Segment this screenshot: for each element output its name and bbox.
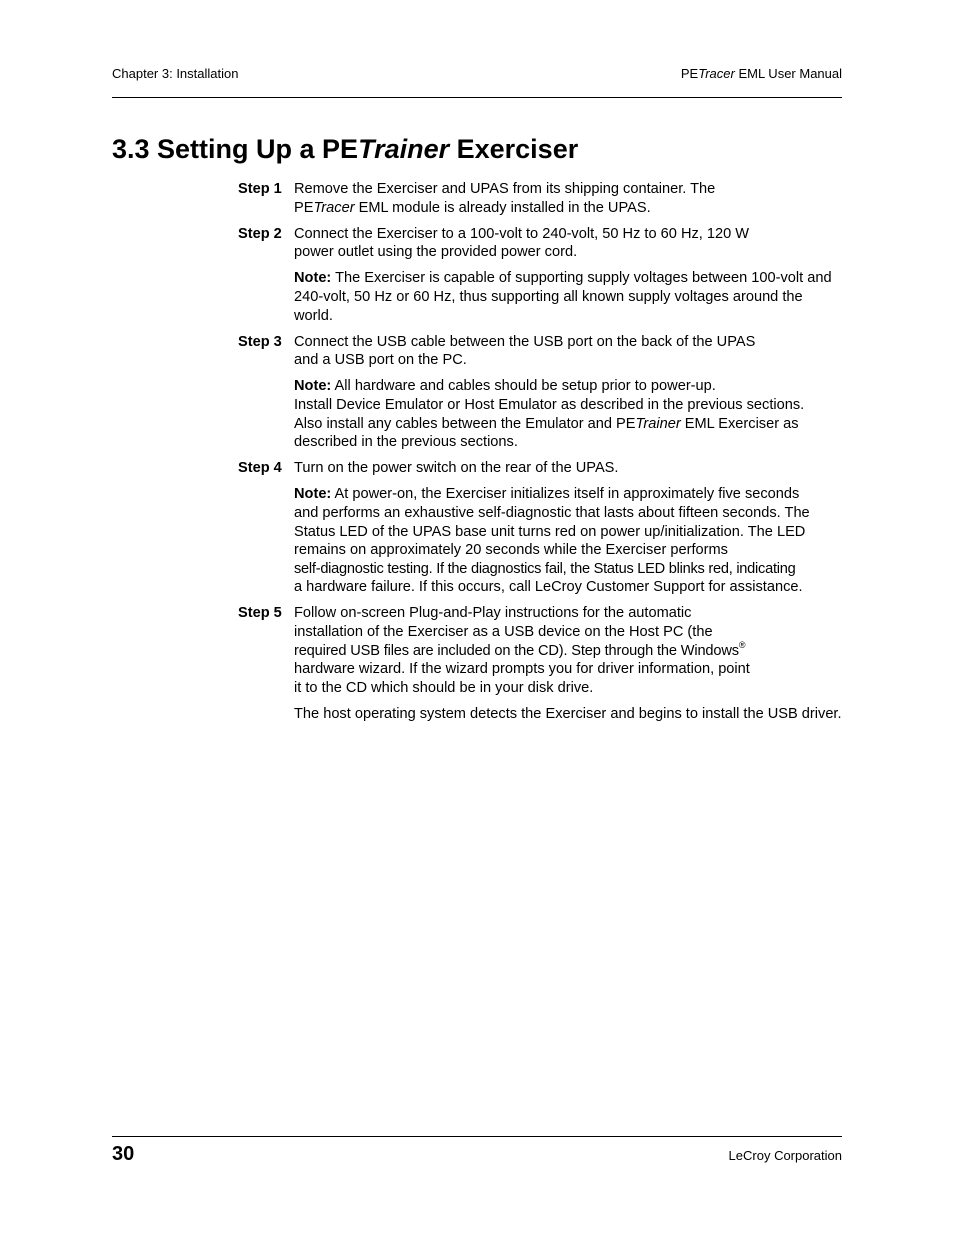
running-header-chapter: Chapter 3: Installation [112, 66, 239, 81]
step-body [294, 604, 842, 723]
note-label: Note: [294, 486, 332, 503]
step-5 [238, 604, 842, 723]
note-text: At power-on, the Exerciser initializes itself in approximately five seconds [331, 486, 800, 503]
steps-list [238, 180, 842, 731]
step-2 [238, 225, 842, 325]
page-number: 30 [112, 1143, 135, 1165]
title-suffix: Exerciser [449, 134, 579, 164]
italic-fragment: Tracer [313, 199, 355, 216]
step-line [294, 199, 842, 218]
footer-company: LeCroy Corporation [728, 1148, 842, 1163]
step-line: power outlet using the provided power cord. [294, 244, 578, 261]
note-line [294, 415, 842, 434]
step-body [294, 225, 842, 325]
step-line: Follow on-screen Plug-and-Play instructions for the automatic [294, 605, 692, 622]
title-prefix: 3.3 Setting Up a PE [112, 134, 359, 164]
manual-suffix: EML User Manual [734, 66, 842, 81]
header-rule [112, 97, 842, 98]
note-text: All hardware and cables should be setup prior to power-up. [331, 378, 716, 395]
note-line: Install Device Emulator or Host Emulator as described in the previous sections. [294, 396, 805, 413]
step-label: Step 5 [238, 605, 282, 622]
step-line [294, 639, 842, 661]
note-label: Note: [294, 378, 332, 395]
step-label: Step 4 [238, 460, 282, 477]
note-label: Note: [294, 270, 332, 287]
running-header-manual [681, 66, 842, 81]
step-text [294, 225, 842, 262]
note-line: self-diagnostic testing. If the diagnostics fail, the Status LED blinks red, indicating [294, 560, 796, 577]
step-4 [238, 459, 842, 597]
note-line: a hardware failure. If this occurs, call LeCroy Customer Support for assistance. [294, 579, 803, 596]
step-label: Step 3 [238, 333, 282, 350]
step-text [294, 180, 842, 217]
registered-mark: ® [738, 639, 746, 650]
step-3 [238, 333, 842, 452]
text-fragment: EML module is already installed in the UPAS. [354, 199, 651, 216]
note-text: The Exerciser is capable of supporting supply voltages between 100-volt and 240-volt, 50 Hz or 60 Hz, thus supporting all known supply voltages around the world. [294, 270, 832, 324]
manual-prefix: PE [680, 66, 699, 81]
note-line: and performs an exhaustive self-diagnostic that lasts about fifteen seconds. The [294, 504, 810, 521]
step-line: hardware wizard. If the wizard prompts you for driver information, point [294, 661, 750, 678]
step-paragraph: The host operating system detects the Exerciser and begins to install the USB driver. [294, 705, 842, 722]
text-fragment: PE [294, 199, 314, 216]
step-line: Connect the USB cable between the USB port on the back of the UPAS [294, 333, 756, 350]
note-line: remains on approximately 20 seconds while the Exerciser performs [294, 542, 728, 559]
text-fragment: Also install any cables between the Emulator and PE [294, 415, 636, 432]
note-line: Status LED of the UPAS base unit turns red on power up/initialization. The LED [294, 523, 806, 540]
italic-fragment: Trainer [635, 415, 681, 432]
note-line: described in the previous sections. [294, 434, 518, 451]
step-label: Step 2 [238, 225, 282, 242]
step-text [294, 604, 842, 697]
step-line: Remove the Exerciser and UPAS from its shipping container. The [294, 181, 716, 197]
note-line [294, 485, 842, 504]
title-italic: Trainer [358, 134, 450, 164]
step-body [294, 333, 842, 452]
note-line [294, 377, 842, 396]
note [294, 485, 842, 597]
step-body [294, 180, 842, 217]
step-line: installation of the Exerciser as a USB device on the Host PC (the [294, 623, 713, 640]
step-line: Connect the Exerciser to a 100-volt to 240-volt, 50 Hz to 60 Hz, 120 W [294, 225, 750, 242]
step-label: Step 1 [238, 181, 282, 197]
step-line: Turn on the power switch on the rear of the UPAS. [294, 460, 619, 477]
text-fragment: required USB files are included on the CD). Step through the Windows [294, 642, 739, 659]
step-text [294, 333, 842, 370]
note [294, 269, 842, 325]
note [294, 377, 842, 451]
step-body [294, 459, 842, 597]
manual-italic: Tracer [698, 66, 735, 81]
step-1 [238, 180, 842, 217]
step-text [294, 459, 842, 478]
step-line: and a USB port on the PC. [294, 352, 467, 369]
section-title [112, 131, 578, 167]
footer-rule [112, 1136, 842, 1137]
step-line: it to the CD which should be in your disk drive. [294, 679, 594, 696]
text-fragment: EML Exerciser as [680, 415, 799, 432]
